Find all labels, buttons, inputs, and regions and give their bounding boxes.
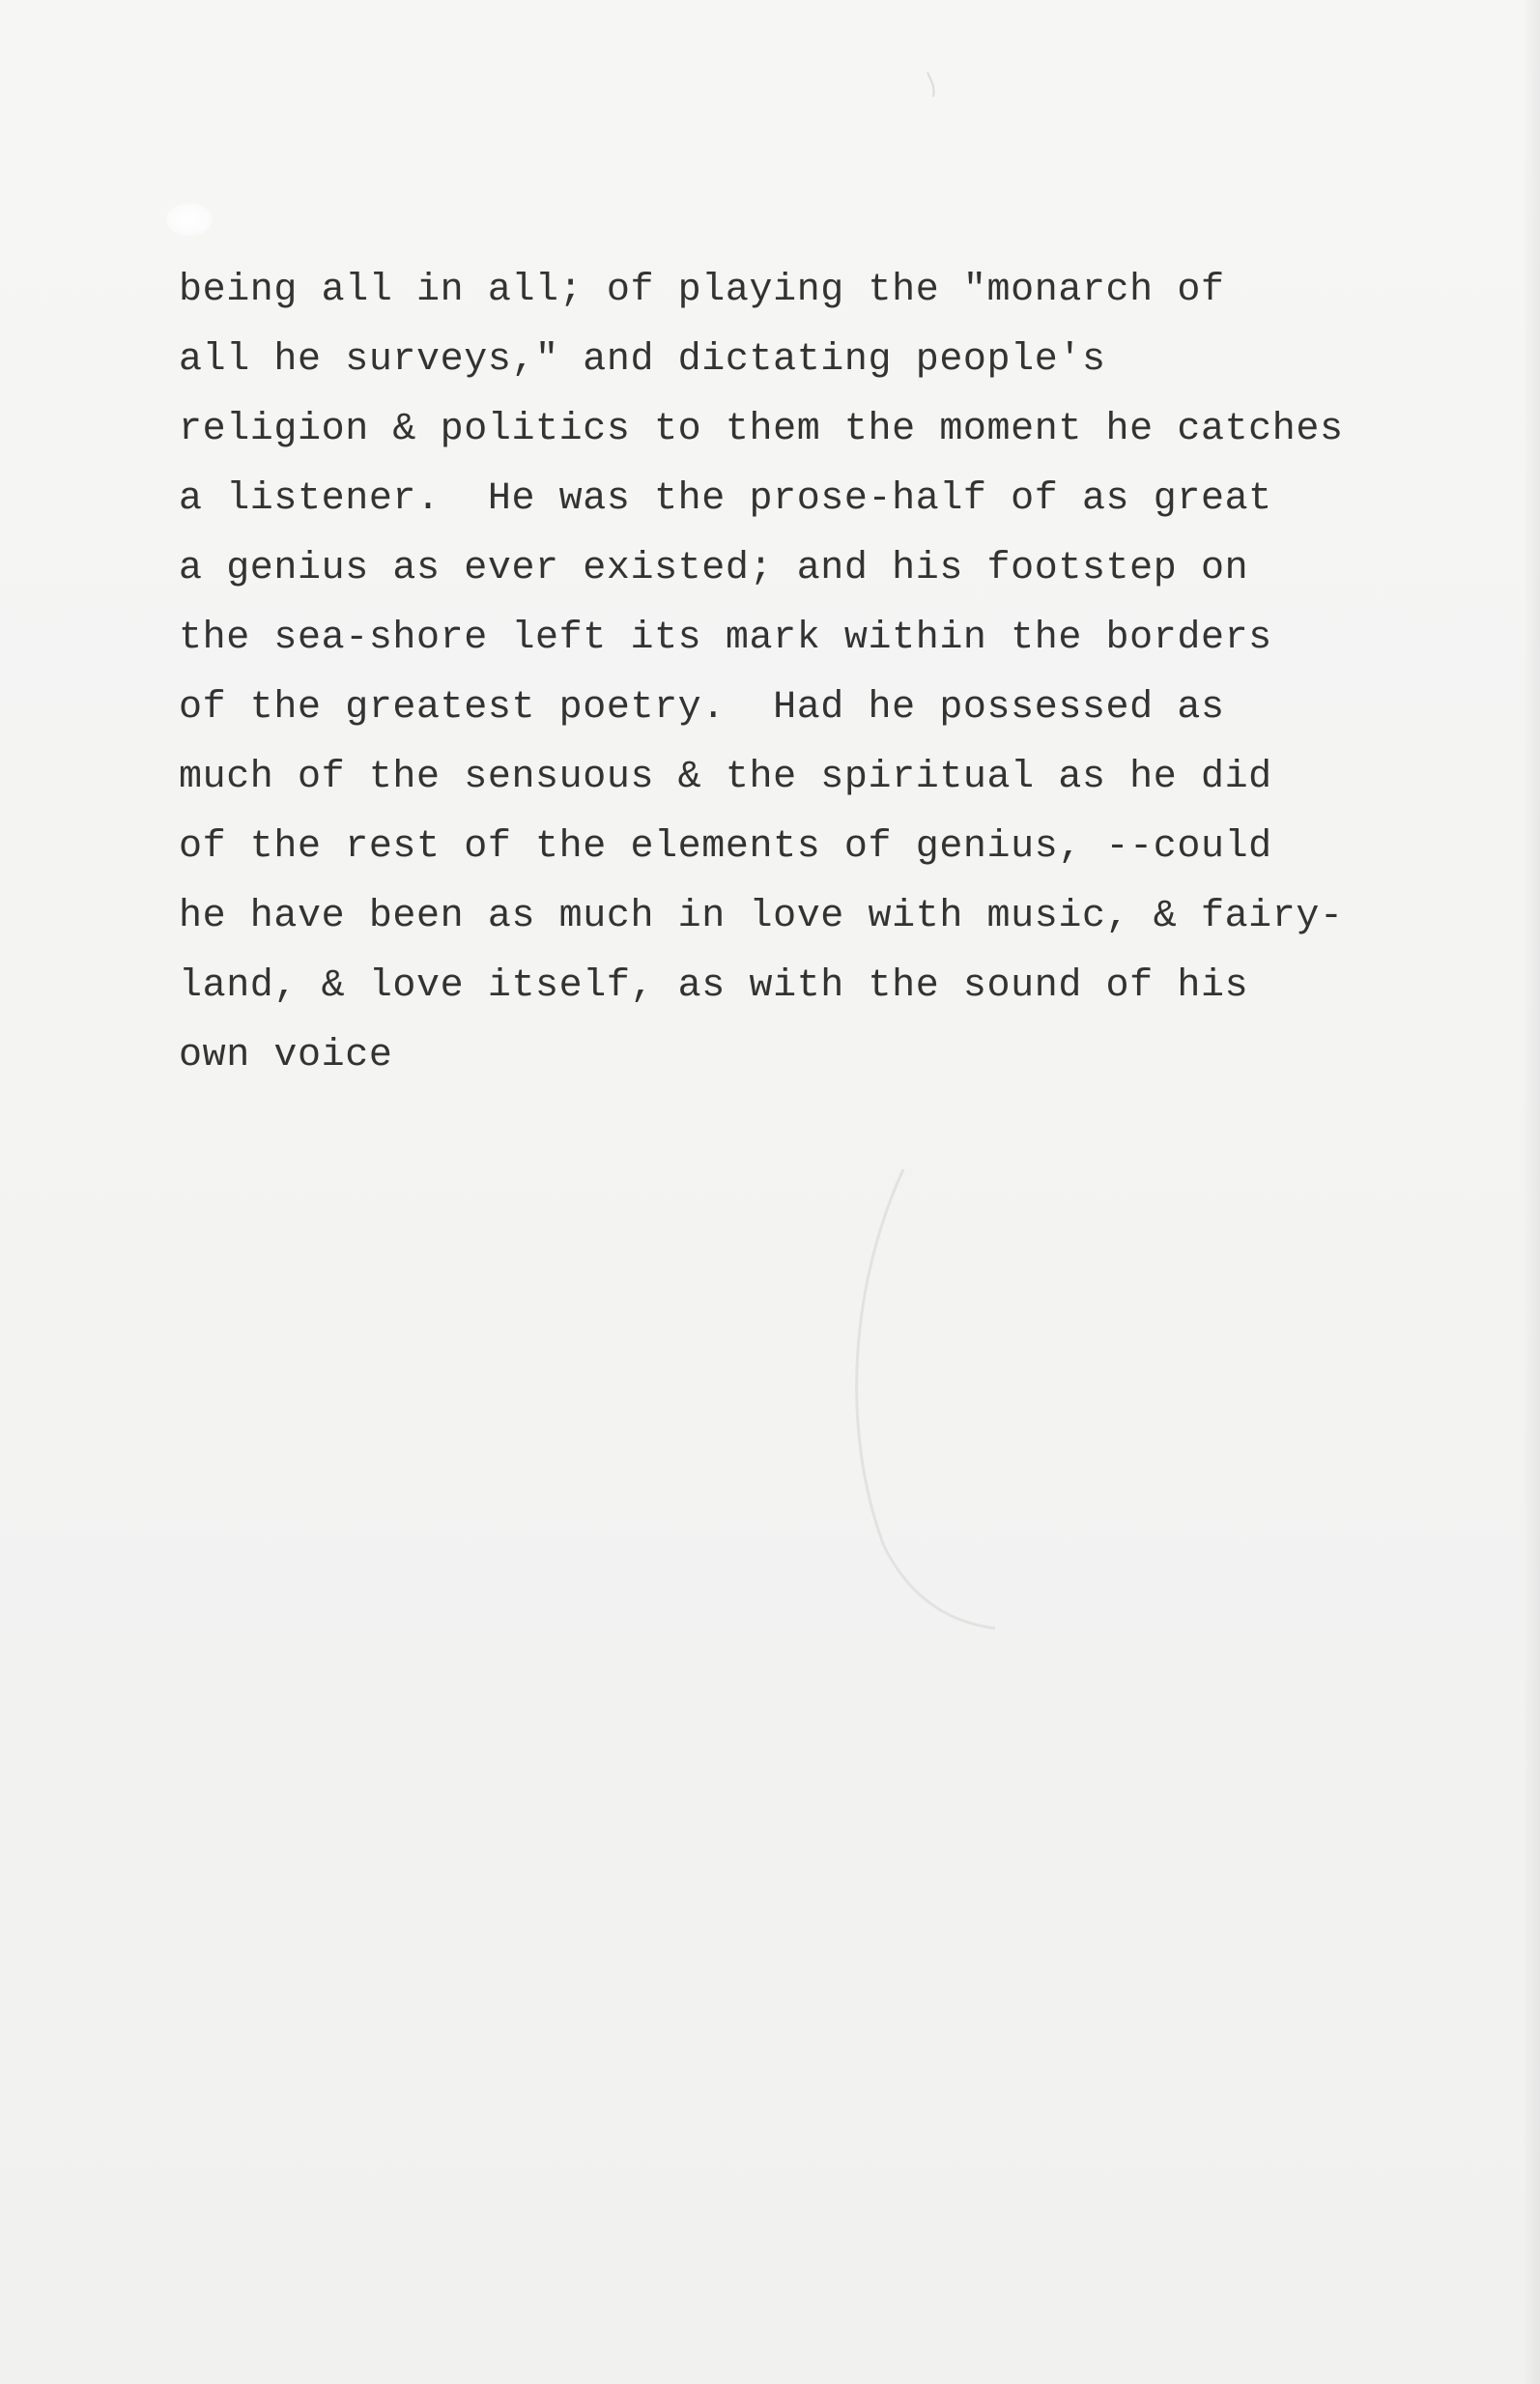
- text-line: of the rest of the elements of genius, --could: [179, 825, 1272, 869]
- text-line: a listener. He was the prose-half of as great: [179, 477, 1272, 521]
- crease-curve: [857, 1169, 995, 1628]
- paper-smudge: [166, 203, 213, 236]
- text-line: the sea-shore left its mark within the borders: [179, 617, 1272, 660]
- text-line: religion & politics to them the moment he catches: [179, 408, 1344, 451]
- text-line: of the greatest poetry. Had he possessed as: [179, 686, 1225, 730]
- text-line: a genius as ever existed; and his footstep on: [179, 547, 1249, 590]
- text-line: being all in all; of playing the "monarch of: [179, 269, 1225, 312]
- text-line: land, & love itself, as with the sound of his: [179, 964, 1249, 1008]
- typed-paragraph: [179, 256, 1435, 1091]
- text-line: own voice: [179, 1034, 393, 1077]
- text-line: much of the sensuous & the spiritual as he did: [179, 756, 1272, 799]
- crease-tick: [927, 72, 934, 97]
- text-line: he have been as much in love with music, & fairy-: [179, 895, 1344, 938]
- text-line: all he surveys," and dictating people's: [179, 338, 1106, 382]
- page-edge-shadow: [1523, 0, 1540, 2384]
